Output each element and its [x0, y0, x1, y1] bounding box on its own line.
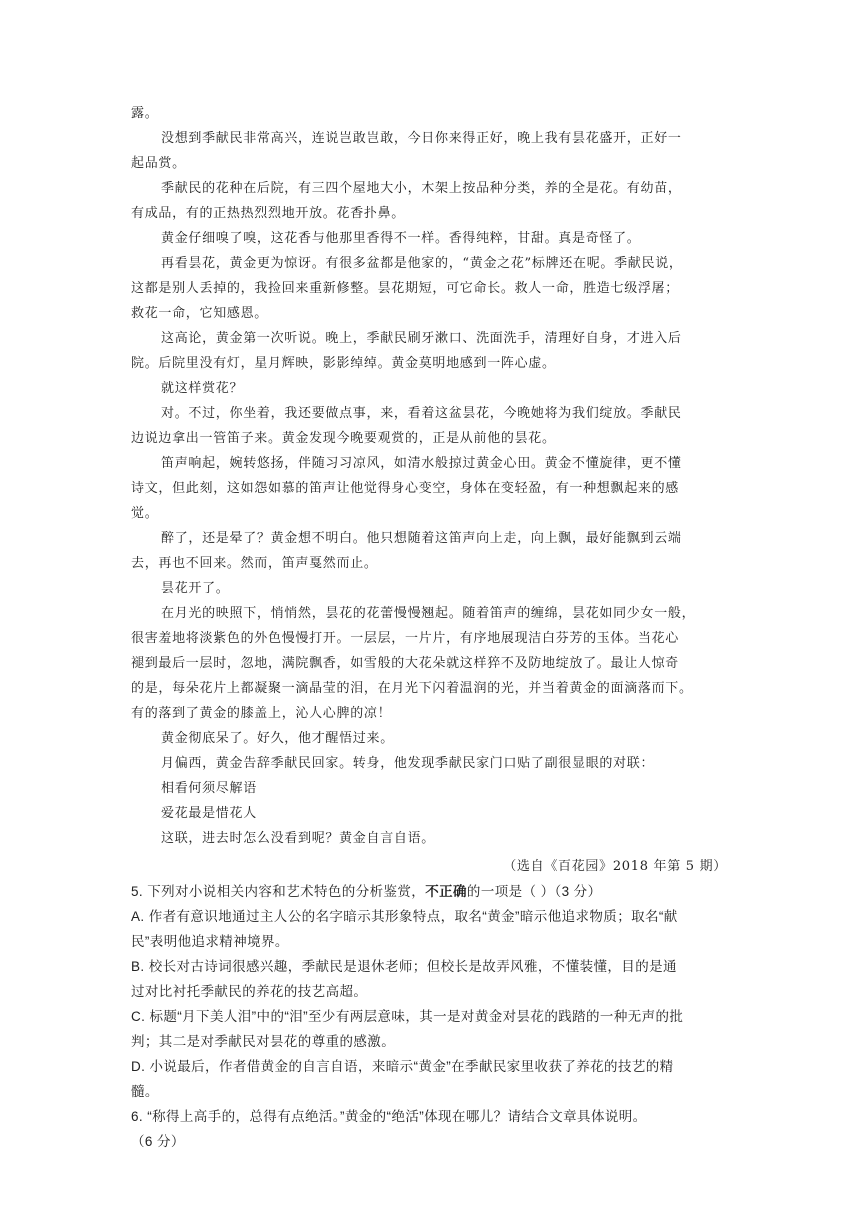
- question-5-option-c: C. 标题“月下美人泪”中的“泪”至少有两层意味，其一是对黄金对昙花的践踏的一种无声的批: [131, 1009, 684, 1024]
- couplet-line: 相看何须尽解语: [161, 781, 257, 796]
- couplet-line: 爱花最是惜花人: [161, 806, 257, 821]
- story-line: 这高论，黄金第一次听说。晚上，季献民刷牙漱口、洗面洗手，清理好自身，才进入后: [161, 331, 682, 346]
- story-line: 救花一命，它知感恩。: [131, 306, 269, 321]
- story-line: 就这样赏花？: [161, 381, 244, 396]
- story-line: 去，再也不回来。然而，笛声戛然而止。: [131, 556, 378, 571]
- question-5-stem: 5. 下列对小说相关内容和艺术特色的分析鉴赏，不正确的一项是（ ）（3 分）: [131, 884, 602, 899]
- story-line: 黄金仔细嗅了嗅，这花香与他那里香得不一样。香得纯粹，甘甜。真是奇怪了。: [161, 231, 641, 246]
- story-line: 院。后院里没有灯，星月辉映，影影绰绰。黄金莫明地感到一阵心虚。: [131, 356, 556, 371]
- story-line: 褪到最后一层时，忽地，满院飘香，如雪般的大花朵就这样猝不及防地绽放了。最让人惊奇: [131, 656, 680, 671]
- story-line: 没想到季献民非常高兴，连说岂敢岂敢，今日你来得正好，晚上我有昙花盛开，正好一: [161, 131, 682, 146]
- source-citation: （选自《百花园》2018 年第 5 期）: [503, 859, 727, 874]
- question-5-option-a-cont: 民”表明他追求精神境界。: [131, 934, 289, 949]
- story-line: 季献民的花种在后院，有三四个屋地大小，木架上按品种分类，养的全是花。有幼苗，: [161, 181, 682, 196]
- story-line: 有成品，有的正热热烈烈地开放。花香扑鼻。: [131, 206, 406, 221]
- story-line: 在月光的映照下，悄悄然，昙花的花蕾慢慢翘起。随着笛声的缠绵，昙花如同少女一般，: [161, 606, 696, 621]
- story-line: 觉。: [131, 506, 159, 521]
- story-line: 对。不过，你坐着，我还要做点事，来，看着这盆昙花，今晚她将为我们绽放。季献民: [161, 406, 682, 421]
- story-line: 笛声响起，婉转悠扬，伴随习习凉风，如清水般掠过黄金心田。黄金不懂旋律，更不懂: [161, 456, 682, 471]
- story-line: 再看昙花，黄金更为惊讶。有很多盆都是他家的，“黄金之花”标牌还在呢。季献民说，: [161, 256, 683, 271]
- question-5-option-b: B. 校长对古诗词很感兴趣，季献民是退休老师；但校长是故弄风雅，不懂装懂，目的是通: [131, 959, 677, 974]
- story-line: 露。: [131, 106, 159, 121]
- question-5-option-b-cont: 过对比衬托季献民的养花的技艺高超。: [131, 984, 368, 999]
- question-5-option-d: D. 小说最后，作者借黄金的自言自语，来暗示“黄金”在季献民家里收获了养花的技艺的精: [131, 1059, 674, 1074]
- story-line: 这联，进去时怎么没看到呢？黄金自言自语。: [161, 831, 436, 846]
- question-5-option-a: A. 作者有意识地通过主人公的名字暗示其形象特点，取名“黄金”暗示他追求物质；取名“献: [131, 909, 678, 924]
- story-line: 月偏西，黄金告辞季献民回家。转身，他发现季献民家门口贴了副很显眼的对联：: [161, 756, 655, 771]
- story-line: 昙花开了。: [161, 581, 230, 596]
- story-line: 醉了，还是晕了？黄金想不明白。他只想随着这笛声向上走，向上飘，最好能飘到云端: [161, 531, 682, 546]
- story-line: 起品赏。: [131, 156, 186, 171]
- question-5-option-c-cont: 判；其二是对季献民对昙花的尊重的感激。: [131, 1034, 396, 1049]
- story-line: 的是，每朵花片上都凝聚一滴晶莹的泪，在月光下闪着温润的光，并当着黄金的面滴落而下。: [131, 681, 693, 696]
- story-line: 这都是别人丢掉的，我捡回来重新修整。昙花期短，可它命长。救人一命，胜造七级浮屠；: [131, 281, 680, 296]
- question-6-score: （6 分）: [131, 1134, 185, 1149]
- question-6-stem: 6. “称得上高手的，总得有点绝活。”黄金的“绝活”体现在哪儿？请结合文章具体说明。: [131, 1109, 647, 1124]
- story-line: 边说边拿出一管笛子来。黄金发现今晚要观赏的，正是从前他的昙花。: [131, 431, 556, 446]
- question-5-option-d-cont: 髓。: [131, 1084, 159, 1099]
- story-line: 诗文，但此刻，这如怨如慕的笛声让他觉得身心变空，身体在变轻盈，有一种想飘起来的感: [131, 481, 680, 496]
- story-line: 很害羞地将淡紫色的外色慢慢打开。一层层，一片片，有序地展现洁白芬芳的玉体。当花心: [131, 631, 680, 646]
- story-line: 有的落到了黄金的膝盖上，沁人心脾的凉！: [131, 706, 392, 721]
- story-line: 黄金彻底呆了。好久，他才醒悟过来。: [161, 731, 394, 746]
